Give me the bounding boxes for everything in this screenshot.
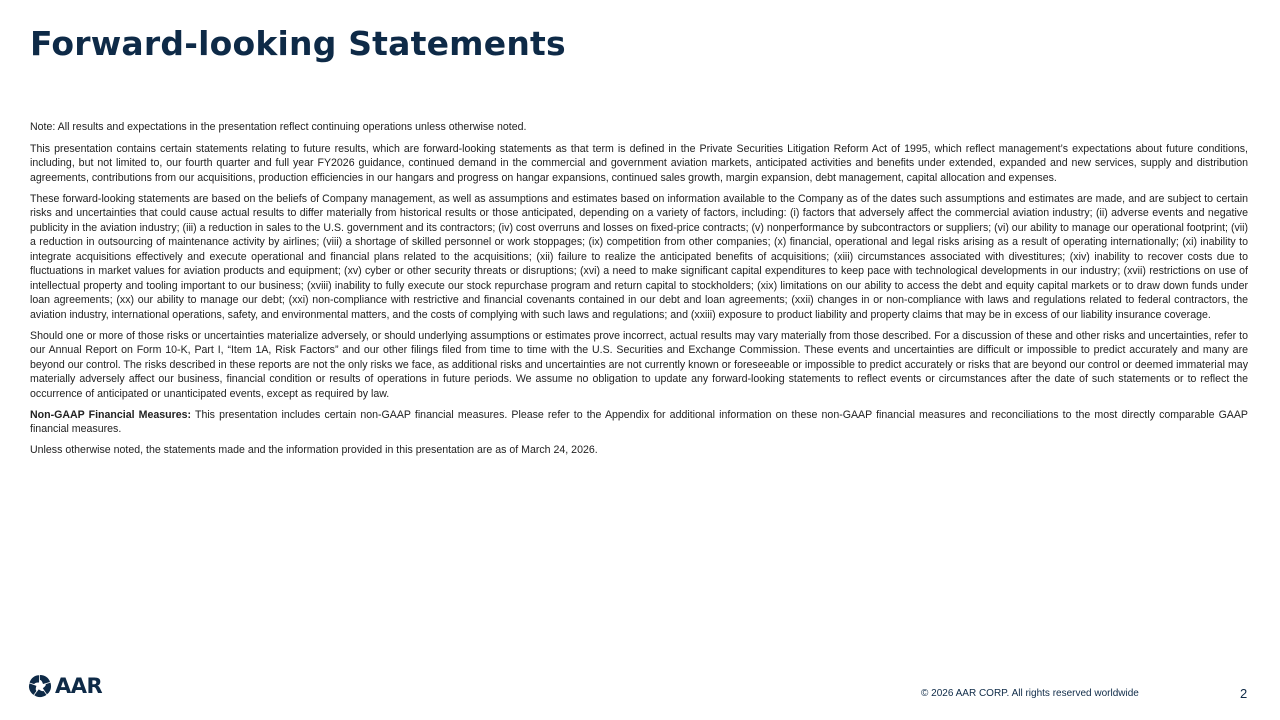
page-number: 2: [1240, 686, 1248, 701]
non-gaap-heading: Non-GAAP Financial Measures:: [30, 408, 192, 421]
as-of-date-paragraph: Unless otherwise noted, the statements made and the information provided in this presentation are as of March 24, 2026.: [30, 444, 598, 456]
logo-wordmark: AAR: [55, 674, 103, 698]
non-gaap-paragraph: [30, 408, 1248, 437]
copyright-notice: © 2026 AAR CORP. All rights reserved worldwide: [921, 688, 1139, 699]
company-logo: [28, 674, 102, 698]
non-gaap-body: This presentation includes certain non-GAAP financial measures. Please refer to the Appendix for additional information on these non-GAAP financial measures and reconciliations to the most directly comparable GAAP financial measures.: [30, 408, 1249, 435]
forward-looking-intro-paragraph: This presentation contains certain statements relating to future results, which are forward-looking statements as that term is defined in the Private Securities Litigation Reform Act of 1995, which reflect management’s expectations about future conditions, including, but not limited to, our fourth quarter and full year FY2026 guidance, continued demand in the commercial and government aviation markets, anticipated activities and benefits under extended, expanded and new services, supply and distribution agreements, contributions from our acquisitions, production efficiencies in our hangars and progress on hangar expansions, continued sales growth, margin expansion, debt management, capital allocation and expenses.: [30, 142, 1248, 184]
disclaimer-body: [30, 120, 1248, 464]
note-paragraph: Note: All results and expectations in the presentation reflect continuing operations unless otherwise noted.: [30, 121, 527, 133]
risk-factors-paragraph: These forward-looking statements are based on the beliefs of Company management, as well as assumptions and estimates based on information available to the Company as of the dates such assumptions and estimates are made, and are subject to certain risks and uncertainties that could cause actual results to differ materially from historical results or those anticipated, depending on a variety of factors, including: (i) factors that adversely affect the commercial aviation industry; (ii) adverse events and negative publicity in the aviation industry; (iii) a reduction in sales to the U.S. government and its contractors; (iv) cost overruns and losses on fixed-price contracts; (v) nonperformance by subcontractors or suppliers; (vi) our ability to manage our operational footprint; (vii) a reduction in outsourcing of maintenance activity by airlines; (viii) a shortage of skilled personnel or work stoppages; (ix) competition from other companies; (x) financial, operational and legal risks arising as a result of operating internationally; (xi) inability to integrate acquisitions effectively and execute operational and financial plans related to the acquisitions; (xii) failure to realize the anticipated benefits of acquisitions; (xiii) circumstances associated with divestitures; (xiv) inability to recover costs due to fluctuations in market values for aviation products and equipment; (xv) cyber or other security threats or disruptions; (xvi) a need to make significant capital expenditures to keep pace with technological developments in our industry; (xvii) restrictions on use of intellectual property and tooling important to our business; (xviii) inability to fully execute our stock repurchase program and return capital to stockholders; (xix) limitations on our ability to access the debt and equity capital markets or to draw down funds under loan agreements; (xx) our ability to manage our debt; (xxi) non-compliance with restrictive and financial covenants contained in our debt and loan agreements; (xxii) changes in or non-compliance with laws and regulations related to federal contractors, the aviation industry, international operations, safety, and environmental matters, and the costs of complying with such laws and regulations; and (xxiii) exposure to product liability and property claims that may be in excess of our liability insurance coverage.: [30, 192, 1248, 321]
aar-propeller-logo-icon: [28, 674, 52, 698]
uncertainties-paragraph: Should one or more of those risks or uncertainties materialize adversely, or should underlying assumptions or estimates prove incorrect, actual results may vary materially from those described. For a discussion of these and other risks and uncertainties, refer to our Annual Report on Form 10-K, Part I, “Item 1A, Risk Factors” and our other filings filed from time to time with the U.S. Securities and Exchange Commission. These events and uncertainties are difficult or impossible to predict accurately and many are beyond our control. The risks described in these reports are not the only risks we face, as additional risks and uncertainties are not currently known or foreseeable or impossible to predict accurately or risks that are beyond our control or deemed immaterial may materially adversely affect our business, financial condition or results of operations in future periods. We assume no obligation to update any forward-looking statements to reflect events or circumstances after the date of such statements or to reflect the occurrence of anticipated or unanticipated events, except as required by law.: [30, 329, 1248, 400]
page-title: Forward-looking Statements: [30, 24, 566, 63]
